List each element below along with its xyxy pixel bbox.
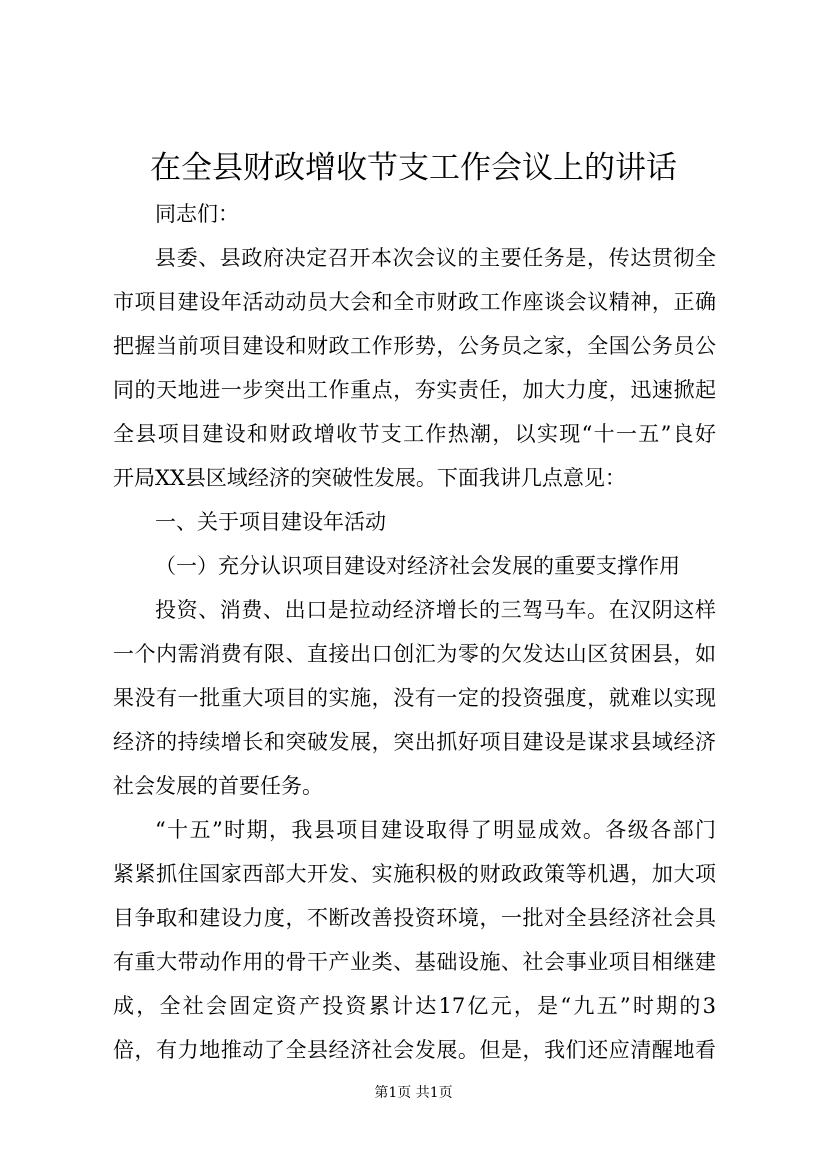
paragraph-line: 全县项目建设和财政增收节支工作热潮，以实现“十一五”良好: [113, 422, 716, 446]
paragraph-line: 果没有一批重大项目的实施，没有一定的投资强度，就难以实现: [113, 686, 716, 710]
salutation: 同志们：: [155, 202, 239, 226]
paragraph-line: 目争取和建设力度，不断改善投资环境，一批对全县经济社会具: [113, 906, 716, 930]
paragraph-line: 经济的持续增长和突破发展，突出抓好项目建设是谋求县域经济: [113, 730, 716, 754]
document-title: 在全县财政增收节支工作会议上的讲话: [150, 150, 677, 186]
paragraph-line: 开局XX县区域经济的突破性发展。下面我讲几点意见：: [113, 466, 626, 490]
paragraph-line: “十五”时期，我县项目建设取得了明显成效。各级各部门: [155, 818, 716, 842]
paragraph-line: 社会发展的首要任务。: [113, 774, 323, 798]
paragraph-line: 紧紧抓住国家西部大开发、实施积极的财政政策等机遇，加大项: [113, 862, 716, 886]
paragraph-line: 县委、县政府决定召开本次会议的主要任务是，传达贯彻全: [155, 246, 716, 270]
paragraph-line: 有重大带动作用的骨干产业类、基础设施、社会事业项目相继建: [113, 950, 716, 974]
subsection-heading: （一）充分认识项目建设对经济社会发展的重要支撑作用: [155, 554, 680, 578]
paragraph-line: 市项目建设年活动动员大会和全市财政工作座谈会议精神，正确: [113, 290, 716, 314]
page-footer: 第1页 共1页: [374, 1085, 453, 1101]
paragraph-line: 投资、消费、出口是拉动经济增长的三驾马车。在汉阴这样: [155, 598, 716, 622]
paragraph-line: 同的天地进一步突出工作重点，夯实责任，加大力度，迅速掀起: [113, 378, 716, 402]
paragraph-line: 把握当前项目建设和财政工作形势，公务员之家，全国公务员公: [113, 334, 716, 358]
section-heading: 一、关于项目建设年活动: [155, 510, 386, 534]
paragraph-line: 一个内需消费有限、直接出口创汇为零的欠发达山区贫困县，如: [113, 642, 716, 666]
paragraph-line: 倍，有力地推动了全县经济社会发展。但是，我们还应清醒地看: [113, 1038, 716, 1062]
paragraph-line: 成，全社会固定资产投资累计达17亿元，是“九五”时期的3: [113, 994, 716, 1018]
